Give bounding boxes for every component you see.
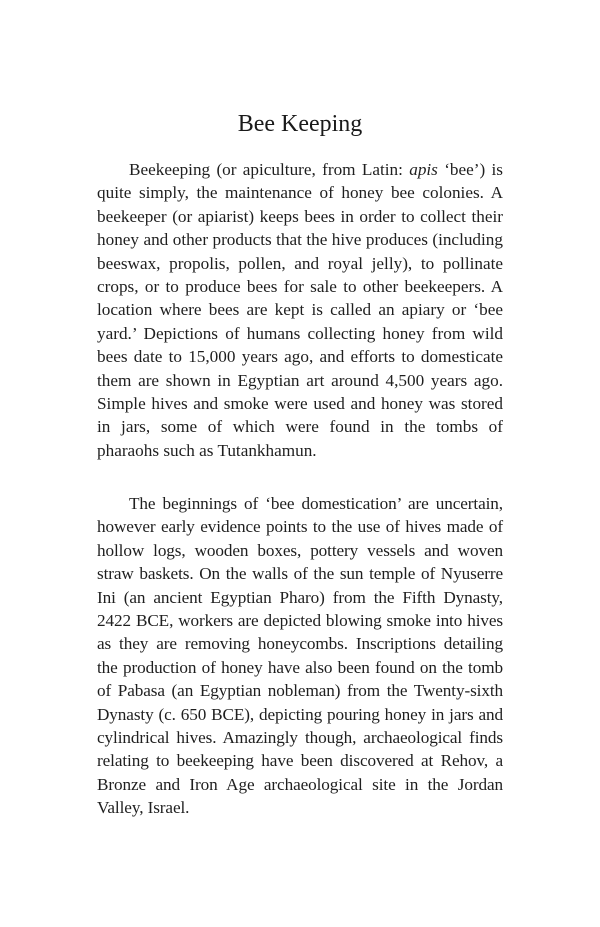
latin-term: apis bbox=[409, 160, 438, 179]
paragraph-2: The beginnings of ‘bee domestication’ are uncertain, however early evidence points to the use of hives made of hollow logs, wooden boxes, pottery vessels and woven straw baskets. On the walls of the sun temple of Nyuserre Ini (an ancient Egyptian Pharo) from the Fifth Dynasty, 2422 BCE, workers are depicted blowing smoke into hives as they are removing honeycombs. Inscriptions detailing the production of honey have also been found on the tomb of Pabasa (an Egyptian nobleman) from the Twenty-sixth Dynasty (c. 650 BCE), depicting pouring honey in jars and cylindrical hives. Amazingly though, archaeological finds relating to beekeeping have been discovered at Rehov, a Bronze and Iron Age archaeological site in the Jordan Valley, Israel. bbox=[97, 494, 503, 818]
paragraph-1-body: ‘bee’) is quite simply, the maintenance of honey bee colonies. A beekeeper (or apiarist) keeps bees in order to collect their honey and other products that the hive produces (including beeswax, propolis, pollen, and royal jelly), to pollinate crops, or to produce bees for sale to other beekeepers. A location where bees are kept is called an apiary or ‘bee yard.’ Depictions of humans collecting honey from wild bees date to 15,000 years ago, and efforts to domesticate them are shown in Egyptian art around 4,500 years ago. Simple hives and smoke were used and honey was stored in jars, some of which were found in the tombs of pharaohs such as Tutankhamun. bbox=[97, 160, 503, 460]
paragraph-1-lead: Beekeeping (or apiculture, from Latin: bbox=[129, 160, 410, 179]
chapter-title: Bee Keeping bbox=[237, 111, 363, 137]
paragraph-1 bbox=[97, 158, 503, 462]
